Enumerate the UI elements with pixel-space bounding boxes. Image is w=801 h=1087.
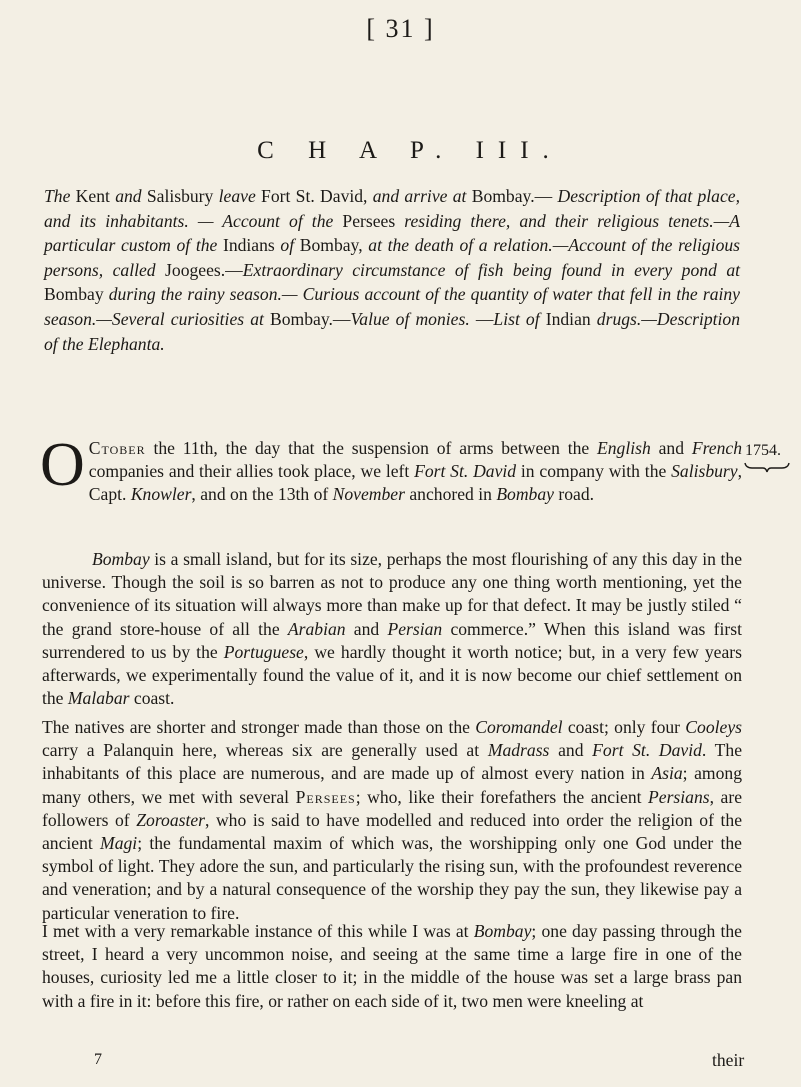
catchword: their bbox=[712, 1050, 745, 1070]
text-run: coast; only four bbox=[562, 717, 686, 737]
summary-run: Value of monies. bbox=[350, 308, 470, 329]
summary-run: leave bbox=[218, 186, 256, 206]
paragraph-natives bbox=[42, 716, 742, 925]
text-run: Persian bbox=[387, 618, 443, 639]
margin-brace-icon bbox=[744, 461, 790, 473]
text-run: ; among many others, we met with several bbox=[42, 763, 743, 807]
text-run: the 11th, the day that the suspension of arms between the bbox=[145, 438, 598, 458]
summary-run: List of bbox=[493, 308, 540, 329]
text-run: coast. bbox=[129, 688, 175, 709]
text-run: Portuguese bbox=[223, 641, 304, 662]
text-run: and bbox=[549, 740, 593, 761]
paragraph-bombay-island bbox=[42, 548, 742, 710]
text-run: Bombay bbox=[496, 484, 554, 505]
text-run: road. bbox=[553, 484, 595, 505]
text-run: is a small island, but for its size, perhaps the most flourishing of any this day in the universe. Though the soil is so barren as not to produce any one thing worth mentioning, yet the convenience of its situation will always more than make up for that defect. It may be justly stiled “ the grand store-house of all the bbox=[42, 549, 742, 639]
text-run: Coromandel bbox=[475, 717, 563, 737]
text-run: English bbox=[597, 438, 651, 458]
page-number: [ 31 ] bbox=[366, 14, 435, 43]
text-run: Arabian bbox=[287, 618, 346, 639]
text-run: O bbox=[40, 431, 85, 499]
summary-run: at the death of a relation.—Account of the religious persons, called bbox=[44, 235, 741, 280]
text-run: Bombay bbox=[92, 549, 150, 569]
text-run: and bbox=[650, 438, 692, 458]
text-run: , and on the 13th of bbox=[191, 484, 333, 505]
text-run: commerce.” When this island was first surrendered to us by the bbox=[42, 618, 742, 662]
text-run: ; who, like their forefathers the ancient bbox=[355, 786, 649, 807]
text-run: November bbox=[332, 484, 405, 505]
chapter-heading: C H A P. III. bbox=[257, 137, 563, 164]
text-run: , Capt. bbox=[88, 461, 742, 505]
summary-run: during the rainy season.— Curious account of the quantity of water that fell in the rainy season.—Several curiosities at bbox=[44, 284, 740, 329]
text-run: . The inhabitants of this place are numerous, and are made up of almost every nation in bbox=[42, 740, 743, 784]
text-run: in company with the bbox=[516, 461, 672, 482]
chapter-summary bbox=[44, 184, 740, 356]
text-run: Fort St. David bbox=[592, 740, 702, 761]
summary-run: — bbox=[469, 308, 494, 329]
text-run: and bbox=[345, 618, 388, 639]
summary-run: Extraordinary circumstance of fish being found in every pond at bbox=[242, 259, 741, 280]
summary-run: and bbox=[115, 186, 142, 206]
text-run: , who is said to have modelled and reduced into order the religion of the ancient bbox=[42, 809, 743, 854]
summary-run: Persees bbox=[333, 210, 405, 231]
summary-run: Bombay bbox=[44, 284, 109, 305]
text-run: Salisbury bbox=[671, 461, 738, 482]
text-run: , we hardly thought it worth notice; but, in a very few years afterwards, we experimentally found the value of it, and it is now become our chief settlement on the bbox=[42, 641, 742, 709]
summary-run: Bombay.— bbox=[466, 186, 558, 206]
summary-run: residing there, and their religious tenets.—A particular custom of the bbox=[44, 210, 740, 256]
signature-mark: 7 bbox=[94, 1051, 102, 1068]
text-run: ; one day passing through the street, I heard a very uncommon noise, and seeing at the same time a large fire in one of the houses, curiosity led me a little closer to it; in the middle of the house was set a large brass pan with a fire in it: before this fire, or rather on each side of it, two men were kneeling at bbox=[42, 921, 742, 1011]
text-run: Persians bbox=[648, 786, 710, 807]
summary-run: Fort St. David, bbox=[255, 186, 373, 206]
text-run: , are followers of bbox=[42, 786, 743, 830]
text-run: anchored in bbox=[404, 484, 497, 505]
summary-run: Bombay, bbox=[294, 235, 369, 256]
text-run: Zoroaster bbox=[136, 809, 206, 830]
summary-run: Bombay.— bbox=[263, 308, 351, 329]
text-run: Asia bbox=[651, 763, 683, 784]
text-run: Malabar bbox=[67, 688, 130, 709]
summary-run: Salisbury bbox=[141, 186, 219, 206]
text-run: The natives are shorter and stronger made than those on the bbox=[42, 717, 476, 737]
paragraph-fire-worship bbox=[42, 920, 742, 1013]
text-run: companies and their allies took place, we left bbox=[88, 461, 415, 482]
paragraph-arrival bbox=[40, 431, 742, 507]
text-run: Fort St. David bbox=[414, 461, 517, 482]
summary-run: and arrive at bbox=[372, 186, 467, 206]
text-run: I met with a very remarkable instance of this while I was at bbox=[42, 921, 474, 941]
summary-run: Indians bbox=[217, 235, 281, 256]
text-run: French bbox=[691, 438, 742, 458]
text-run: Persees bbox=[295, 786, 356, 807]
summary-run: Joogees.— bbox=[155, 259, 243, 280]
summary-run: of bbox=[280, 235, 295, 256]
summary-run: Kent bbox=[70, 186, 116, 206]
text-run: ; the fundamental maxim of which was, the worshipping only one God under the symbol of light. They adore the sun, and particularly the rising sun, with the profoundest reverence and veneration; and by a natural consequence of the worship they pay the sun, they likewise pay a particular veneration to fire. bbox=[42, 833, 742, 923]
summary-run: The bbox=[44, 186, 71, 206]
summary-run: Description of that place, and its inhabitants. — Account of the bbox=[44, 186, 740, 231]
text-run: Madrass bbox=[487, 740, 550, 761]
text-run: Ctober bbox=[88, 438, 146, 458]
text-run: Cooleys bbox=[685, 717, 742, 737]
text-run: Knowler bbox=[130, 484, 192, 505]
summary-run: drugs.—Description of the Elephanta. bbox=[44, 308, 740, 354]
margin-year: 1754. bbox=[745, 442, 781, 459]
text-run: carry a Palanquin here, whereas six are generally used at bbox=[42, 740, 488, 761]
summary-run: Indian bbox=[539, 308, 597, 329]
text-run: Magi bbox=[100, 833, 138, 854]
text-run: Bombay bbox=[473, 921, 532, 941]
